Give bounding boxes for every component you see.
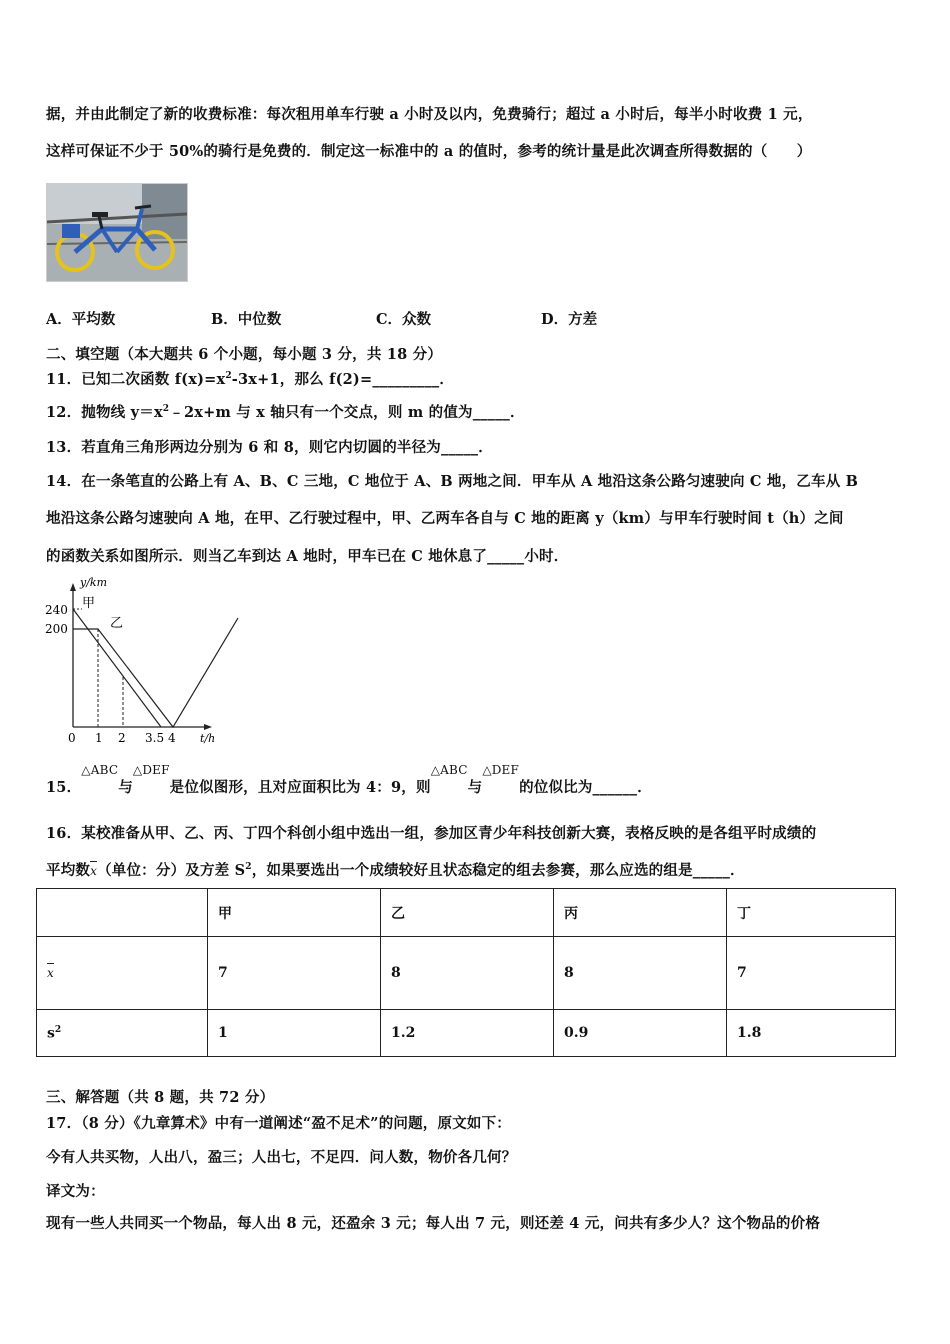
q12-sup: 2 <box>162 404 170 415</box>
q15-end: 的位似比为______． <box>519 779 652 796</box>
y-tick-200: 200 <box>45 622 68 636</box>
mean-label: x <box>47 966 54 980</box>
q14-line-1: 14．在一条笔直的公路上有 A、B、C 三地，C 地位于 A、B 两地之间．甲车从 A 地沿这条公路匀速驶向 C 地，乙车从 B <box>46 473 859 490</box>
variance-label-cell <box>37 1010 208 1057</box>
q11-text-a: 11．已知二次函数 f(x)=x <box>46 371 226 388</box>
y-axis-label: y/km <box>80 576 108 589</box>
table-cell: 7 <box>208 937 381 1010</box>
q12-text-b: ﹣2x+m 与 x 轴只有一个交点，则 m 的值为_____． <box>169 404 525 421</box>
q16-line-2 <box>46 859 745 880</box>
q12 <box>46 401 525 422</box>
q17-translation-label: 译文为： <box>46 1183 105 1200</box>
q15-num: 15． <box>46 779 82 796</box>
table-row-variance <box>37 1010 896 1057</box>
q15-tri-3: △ABC <box>430 763 468 777</box>
label-jia: 甲 <box>82 596 96 611</box>
q16-text-b: （单位：分）及方差 S <box>97 862 246 879</box>
table-cell: 1.8 <box>727 1010 896 1057</box>
table-header-cell: 丙 <box>554 889 727 937</box>
section-3-heading: 三、解答题（共 8 题，共 72 分） <box>46 1089 275 1106</box>
x-tick-3-5: 3.5 <box>145 731 165 745</box>
table-cell: 7 <box>727 937 896 1010</box>
q13: 13．若直角三角形两边分别为 6 和 8，则它内切圆的半径为_____． <box>46 439 493 456</box>
mean-label-cell <box>37 937 208 1010</box>
table-row-mean <box>37 937 896 1010</box>
table-header-cell: 甲 <box>208 889 381 937</box>
table-cell: 1.2 <box>381 1010 554 1057</box>
section-2-heading: 二、填空题（本大题共 6 个小题，每小题 3 分，共 18 分） <box>46 346 443 363</box>
x-tick-2: 2 <box>118 731 126 745</box>
table-cell: 1 <box>208 1010 381 1057</box>
q16-line-1: 16．某校准备从甲、乙、丙、丁四个科创小组中选出一组，参加区青少年科技创新大赛，表格反映的是各组平时成绩的 <box>46 825 817 842</box>
q11 <box>46 368 454 389</box>
option-c[interactable]: C．众数 <box>376 311 432 328</box>
x-tick-1: 1 <box>95 731 103 745</box>
q17-text: 今有人共买物，人出八，盈三；人出七，不足四．问人数，物价各几何？ <box>46 1149 517 1166</box>
table-header-cell <box>37 889 208 937</box>
option-a[interactable]: A．平均数 <box>46 311 116 328</box>
q14-line-2: 地沿这条公路匀速驶向 A 地，在甲、乙行驶过程中，甲、乙两车各自与 C 地的距离 y（km）与甲车行驶时间 t（h）之间 <box>46 510 844 527</box>
bicycle-photo <box>46 183 188 282</box>
x-axis-label: t/h <box>200 732 216 745</box>
q15-with-2: 与 <box>467 779 483 796</box>
q15-with-1: 与 <box>118 779 133 796</box>
q14-graph <box>40 575 240 754</box>
q11-sup: 2 <box>225 371 232 382</box>
q17-title: 17．（8 分）《九章算术》中有一道阐述“盈不足术”的问题，原文如下： <box>46 1115 511 1132</box>
q17-translation: 现有一些人共同买一个物品，每人出 8 元，还盈余 3 元；每人出 7 元，则还差 4 元，问共有多少人？这个物品的价格 <box>46 1215 821 1232</box>
q15-mid: 是位似图形，且对应面积比为 4：9，则 <box>169 779 431 796</box>
y-tick-240: 240 <box>45 603 68 617</box>
q11-text-b: -3x+1，那么 f(2)=_________． <box>231 371 455 388</box>
q15-tri-1: △ABC <box>81 763 119 777</box>
label-yi: 乙 <box>110 616 124 631</box>
q10-line-1: 据，并由此制定了新的收费标准：每次租用单车行驶 a 小时及以内，免费骑行；超过 a 小时后，每半小时收费 1 元， <box>46 106 813 123</box>
table-header-cell: 乙 <box>381 889 554 937</box>
table-cell: 8 <box>381 937 554 1010</box>
q16-text-c: ，如果要选出一个成绩较好且状态稳定的组去参赛，那么应选的组是_____． <box>251 862 745 879</box>
variance-label-sup: 2 <box>54 1024 62 1035</box>
q16-text-a: 平均数 <box>46 862 91 879</box>
x-tick-4: 4 <box>168 731 176 745</box>
x-tick-0: 0 <box>68 731 76 745</box>
q15-tri-4: △DEF <box>482 763 520 777</box>
option-b[interactable]: B．中位数 <box>211 311 282 328</box>
q12-text-a: 12．抛物线 y＝x <box>46 404 163 421</box>
option-d[interactable]: D．方差 <box>541 311 598 328</box>
q16-xbar: x <box>90 864 98 878</box>
stats-table <box>36 888 896 1057</box>
table-header-row <box>37 889 896 937</box>
table-cell: 8 <box>554 937 727 1010</box>
q15-tri-2: △DEF <box>132 763 170 777</box>
variance-label: s <box>47 1025 55 1042</box>
table-header-cell: 丁 <box>727 889 896 937</box>
q14-line-3: 的函数关系如图所示．则当乙车到达 A 地时，甲车已在 C 地休息了_____小时． <box>46 548 569 565</box>
q10-line-2: 这样可保证不少于 50%的骑行是免费的．制定这一标准中的 a 的值时，参考的统计量是此次调查所得数据的（ ） <box>46 143 812 160</box>
q15 <box>46 763 652 798</box>
table-cell: 0.9 <box>554 1010 727 1057</box>
q16-sup: 2 <box>245 862 252 873</box>
